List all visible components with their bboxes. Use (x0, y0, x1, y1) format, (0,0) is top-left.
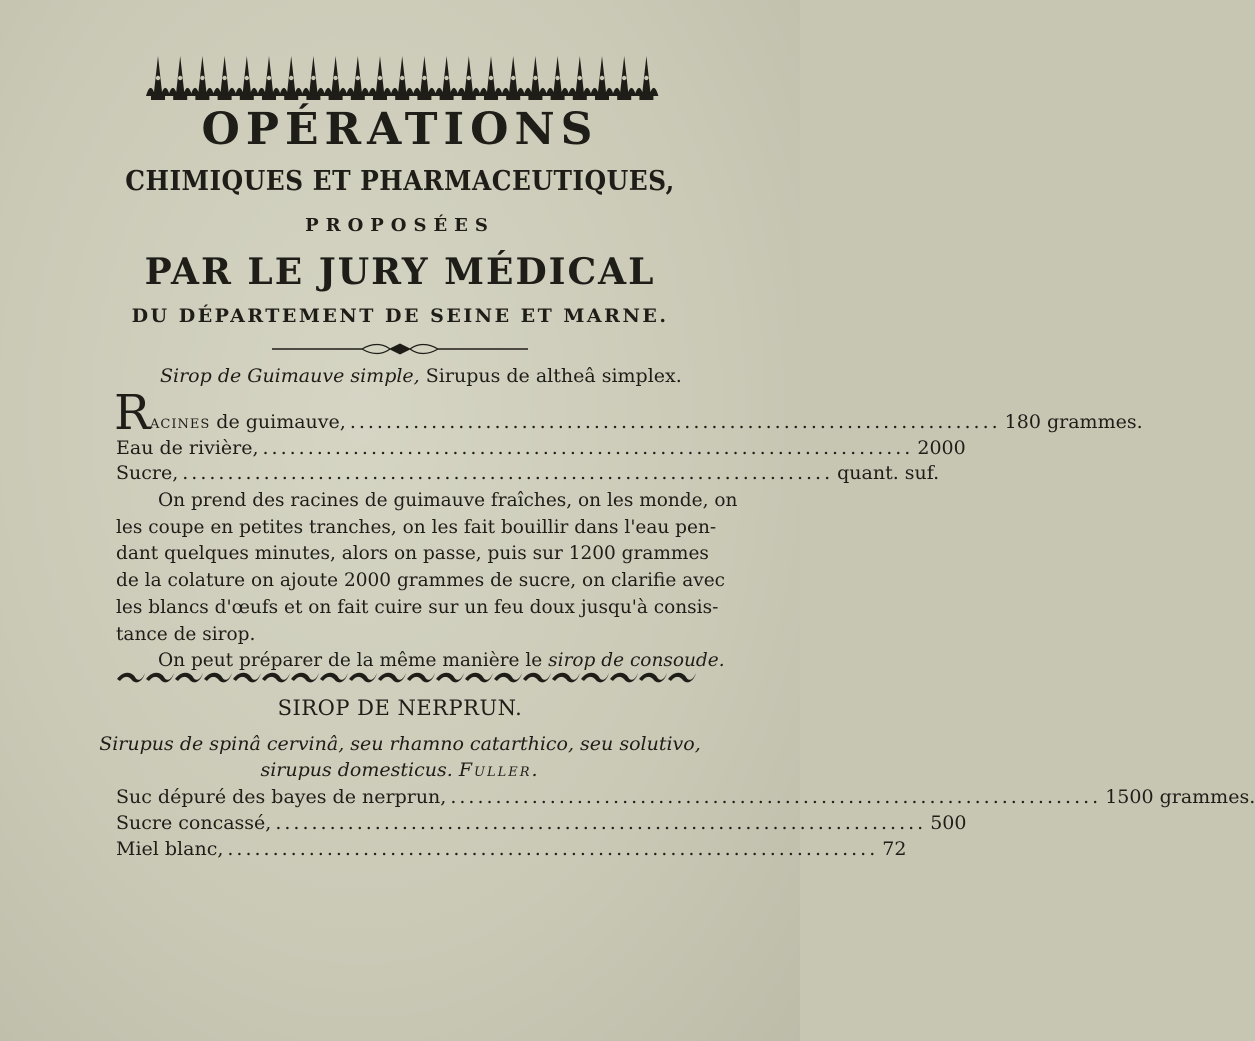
instruction-line: de la colature on ajoute 2000 grammes de sucre, on clarifie avec (116, 570, 726, 592)
fleuron-ornament (146, 52, 656, 100)
author-name: Fuller. (458, 759, 540, 781)
ingredient-row (116, 437, 966, 465)
ingredient-quantity: 72 (882, 838, 907, 860)
ingredient-quantity: 500 (930, 812, 967, 834)
ingredient-row (116, 838, 907, 866)
leader-dots: ........................................................................ (349, 411, 1001, 433)
ingredient-name: Suc dépuré des bayes de nerprun, (116, 786, 447, 808)
ingredient-quantity: quant. suf. (837, 462, 940, 484)
ingredient-name: Sucre, (116, 462, 179, 484)
ingredient-name: Miel blanc, (116, 838, 224, 860)
page-subtitle: CHIMIQUES ET PHARMACEUTIQUES, (125, 166, 675, 197)
recipe-title-italic: Sirop de Guimauve simple, (160, 365, 420, 387)
instruction-line: les coupe en petites tranches, on les fait bouillir dans l'eau pen- (116, 516, 717, 538)
ingredient-name: Eau de rivière, (116, 437, 259, 459)
departement-heading: DU DÉPARTEMENT DE SEINE ET MARNE. (131, 305, 669, 327)
leader-dots: ........................................................................ (275, 812, 927, 834)
proposees-heading: PROPOSÉES (305, 215, 495, 236)
leader-dots: ........................................................................ (262, 437, 914, 459)
recipe-instructions (116, 488, 738, 675)
recipe-title-latin: Sirupus de altheâ simplex. (425, 365, 682, 387)
page-title: OPÉRATIONS (201, 104, 599, 155)
ingredient-name: acines de guimauve, (150, 411, 346, 433)
instruction-line: tance de sirop. (116, 623, 256, 645)
leader-dots: ........................................................................ (182, 462, 834, 484)
ingredient-name: Sucre concassé, (116, 812, 272, 834)
wavy-divider-ornament (117, 667, 697, 687)
jury-heading: PAR LE JURY MÉDICAL (144, 251, 656, 293)
leader-dots: ........................................................................ (227, 838, 879, 860)
section-heading-nerprun: SIROP DE NERPRUN. (277, 696, 523, 720)
recipe-title-guimauve (160, 365, 682, 387)
leader-dots: ........................................................................ (450, 786, 1102, 808)
latin-subtitle-line: Sirupus de spinâ cervinâ, seu rhamno catarthico, seu solutivo, (99, 733, 701, 755)
instruction-line: les blancs d'œufs et on fait cuire sur un feu doux jusqu'à consis- (116, 596, 719, 618)
ingredient-quantity: 2000 (917, 437, 966, 459)
instruction-note: On peut préparer de la même manière le sirop de consoude. (158, 650, 725, 672)
ingredient-row (116, 786, 1255, 814)
ingredient-row (116, 462, 940, 490)
small-divider-ornament (272, 342, 528, 356)
latin-subtitle-line: sirupus domesticus. Fuller. (260, 759, 540, 781)
instruction-line: On prend des racines de guimauve fraîches, on les monde, on (158, 490, 738, 511)
instruction-line: dant quelques minutes, alors on passe, puis sur 1200 grammes (116, 543, 709, 565)
drop-cap: R (114, 385, 151, 441)
ingredient-quantity: 180 grammes. (1004, 411, 1143, 433)
ingredient-row (116, 812, 967, 840)
ingredient-row (150, 411, 1143, 439)
ingredient-quantity: 1500 grammes. (1105, 786, 1255, 808)
